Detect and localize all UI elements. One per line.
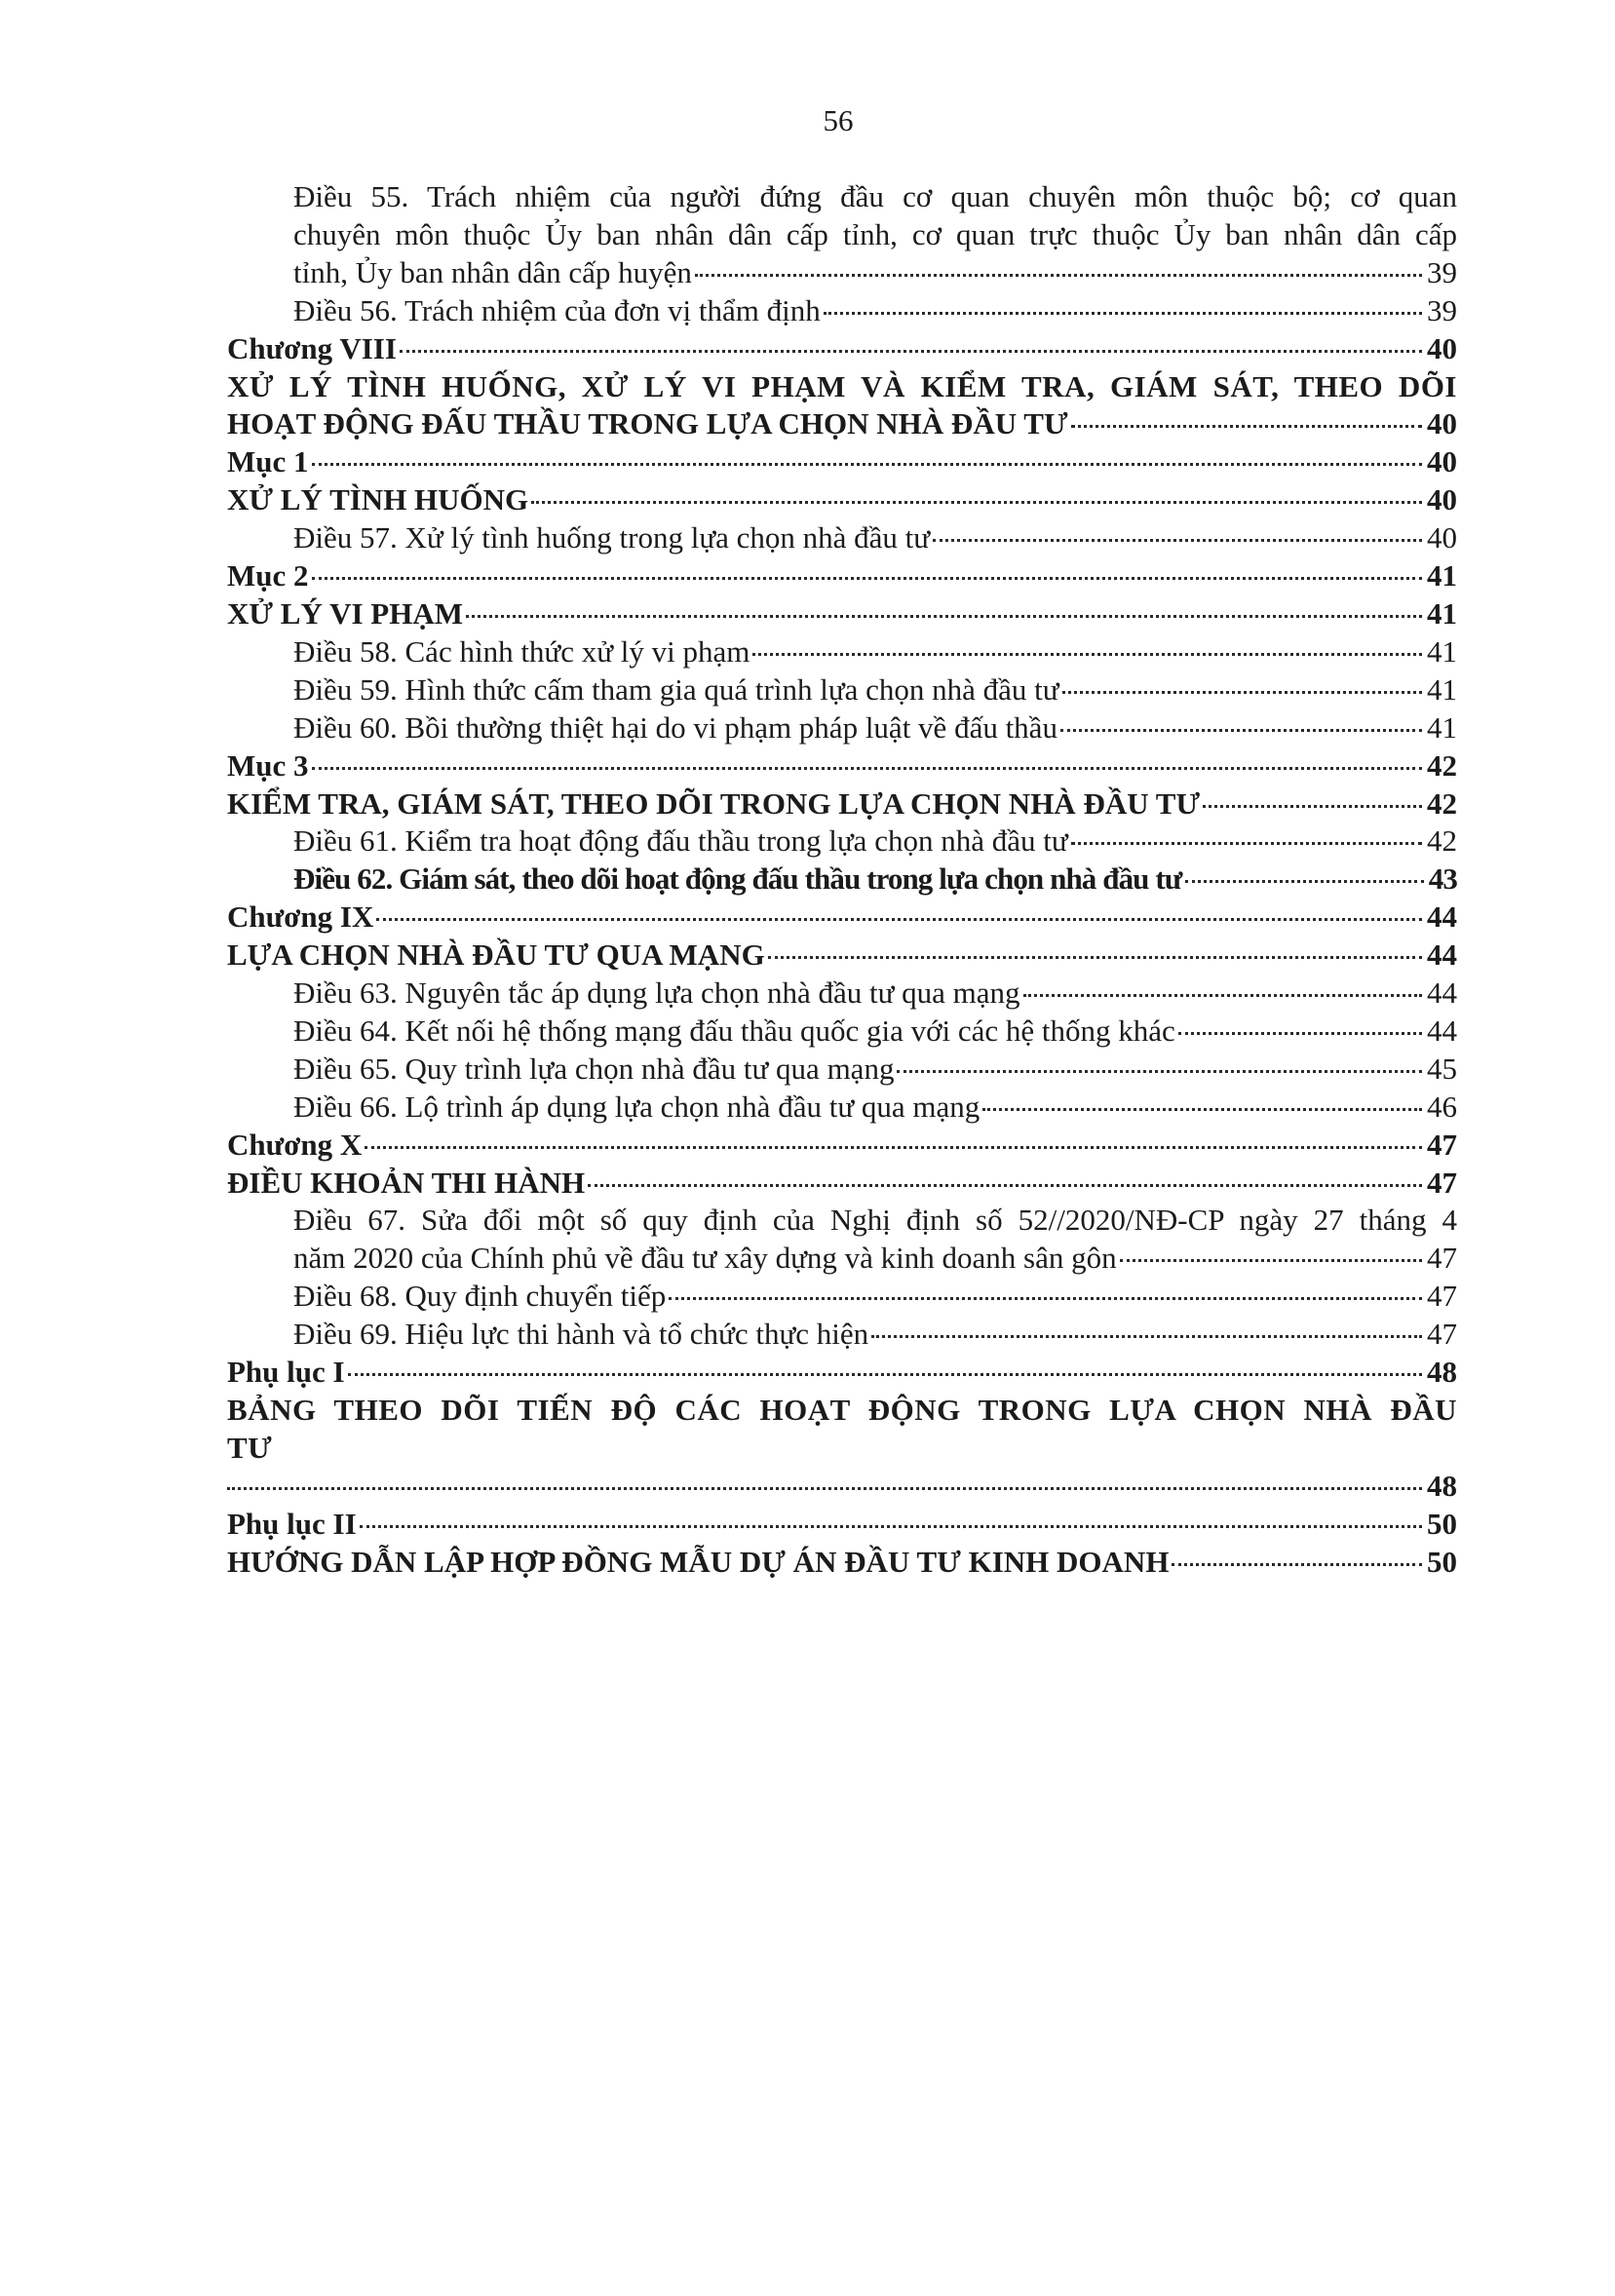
toc-entry-chuong-viii[interactable] [227,330,1457,368]
toc-entry-text: XỬ LÝ VI PHẠM [227,595,463,631]
toc-entry-text-line: Điều 67. Sửa đổi một số quy định của Nghị định số 52//2020/NĐ-CP ngày 27 tháng 4 [293,1203,1457,1238]
toc-entry-muc-2[interactable] [227,557,1457,595]
dot-leader [824,312,1422,315]
toc-entry-phu-luc-ii-title[interactable] [227,1544,1457,1582]
toc-entry-dieu-61[interactable] [227,823,1457,861]
dot-leader [531,501,1422,504]
toc-entry-phu-luc-i[interactable] [227,1354,1457,1392]
dot-leader [348,1373,1422,1376]
toc-entry-chuong-x[interactable] [227,1127,1457,1165]
dot-leader [312,463,1422,466]
dot-leader [1172,1563,1422,1566]
toc-entry-text: Điều 57. Xử lý tình huống trong lựa chọn nhà đầu tư [293,520,931,555]
toc-entry-dieu-62[interactable] [227,861,1457,899]
toc-entry-text: Chương IX [227,899,374,935]
toc-page-number: 44 [1427,1013,1457,1048]
toc-entry-text: Điều 68. Quy định chuyển tiếp [293,1279,667,1314]
dot-leader [1120,1259,1422,1262]
toc-page-number: 47 [1427,1165,1457,1200]
toc-page-number: 39 [1427,254,1457,289]
toc-entry-text: HƯỚNG DẪN LẬP HỢP ĐỒNG MẪU DỰ ÁN ĐẦU TƯ KINH DOANH [227,1544,1170,1579]
toc-page-number: 40 [1427,330,1457,365]
toc-entry-text: Điều 61. Kiểm tra hoạt động đấu thầu trong lựa chọn nhà đầu tư [293,823,1068,859]
toc-entry-text: Chương X [227,1127,363,1162]
toc-entry-text: Điều 63. Nguyên tắc áp dụng lựa chọn nhà đầu tư qua mạng [293,976,1020,1011]
dot-leader [466,615,1422,618]
toc-page-number: 40 [1427,520,1457,555]
dot-leader [588,1184,1422,1187]
toc-entry-text: Điều 60. Bồi thường thiệt hại do vi phạm pháp luật về đấu thầu [293,709,1057,745]
toc-page-number: 41 [1427,633,1457,669]
toc-entry-text: Chương VIII [227,330,397,365]
toc-entry-muc-3-title[interactable] [227,785,1457,823]
toc-entry-chuong-viii-title[interactable] [227,368,1457,444]
dot-leader [360,1525,1422,1528]
toc-page-number: 48 [1427,1355,1457,1390]
toc-entry-dieu-66[interactable] [227,1089,1457,1127]
toc-page-number: 48 [1427,1468,1457,1503]
toc-entry-chuong-ix-title[interactable] [227,937,1457,975]
toc-entry-dieu-64[interactable] [227,1013,1457,1051]
toc-entry-text: Phụ lục II [227,1506,357,1541]
toc-entry-text: Điều 58. Các hình thức xử lý vi phạm [293,633,750,669]
toc-entry-dieu-59[interactable] [227,671,1457,709]
dot-leader [1185,880,1424,883]
toc-page-number: 42 [1427,785,1457,821]
toc-entry-text: Mục 1 [227,444,309,479]
toc-entry-text: HOẠT ĐỘNG ĐẤU THẦU TRONG LỰA CHỌN NHÀ ĐẦU TƯ [227,406,1068,441]
toc-page-number: 44 [1427,938,1457,973]
toc-entry-text: LỰA CHỌN NHÀ ĐẦU TƯ QUA MẠNG [227,938,765,973]
toc-entry-text: XỬ LÝ TÌNH HUỐNG [227,482,529,517]
toc-page-number: 41 [1427,671,1457,707]
toc-entry-text-line: chuyên môn thuộc Ủy ban nhân dân cấp tỉnh, cơ quan trực thuộc Ủy ban nhân dân cấp [293,216,1457,251]
toc-entry-text: ĐIỀU KHOẢN THI HÀNH [227,1165,586,1200]
toc-entry-text: Mục 2 [227,558,309,593]
toc-entry-muc-2-title[interactable] [227,595,1457,633]
toc-entry-muc-1-title[interactable] [227,481,1457,519]
dot-leader [1203,805,1422,808]
toc-page-number: 42 [1427,747,1457,783]
toc-entry-text: Điều 65. Quy trình lựa chọn nhà đầu tư qua mạng [293,1051,895,1086]
toc-page-number: 39 [1427,292,1457,327]
toc-entry-text: Điều 59. Hình thức cấm tham gia quá trình lựa chọn nhà đầu tư [293,671,1059,707]
dot-leader [312,767,1422,770]
toc-entry-text-line: BẢNG THEO DÕI TIẾN ĐỘ CÁC HOẠT ĐỘNG TRONG LỰA CHỌN NHÀ ĐẦU TƯ [227,1393,1457,1465]
table-of-contents [227,178,1457,1582]
toc-entry-dieu-69[interactable] [227,1316,1457,1354]
toc-entry-phu-luc-i-title[interactable] [227,1392,1457,1506]
page-number: 56 [823,103,854,137]
toc-page-number: 41 [1427,595,1457,631]
toc-entry-dieu-65[interactable] [227,1051,1457,1089]
dot-leader [1060,729,1422,732]
dot-leader [1023,994,1422,997]
toc-entry-text-line: Điều 55. Trách nhiệm của người đứng đầu cơ quan chuyên môn thuộc bộ; cơ quan [293,179,1457,213]
toc-entry-text: Điều 56. Trách nhiệm của đơn vị thẩm định [293,292,821,327]
toc-entry-dieu-63[interactable] [227,975,1457,1013]
toc-entry-dieu-55[interactable] [227,178,1457,292]
toc-page-number: 47 [1427,1279,1457,1314]
dot-leader [982,1108,1422,1111]
toc-page-number: 41 [1427,709,1457,745]
toc-page-number: 47 [1427,1317,1457,1352]
toc-entry-dieu-67[interactable] [227,1202,1457,1278]
toc-entry-text: Phụ lục I [227,1355,345,1390]
toc-entry-text: KIỂM TRA, GIÁM SÁT, THEO DÕI TRONG LỰA CHỌN NHÀ ĐẦU TƯ [227,785,1201,821]
toc-entry-dieu-60[interactable] [227,709,1457,747]
toc-page-number: 46 [1427,1089,1457,1124]
toc-entry-text: tỉnh, Ủy ban nhân dân cấp huyện [293,254,692,289]
toc-entry-dieu-68[interactable] [227,1278,1457,1316]
toc-page-number: 40 [1427,444,1457,479]
dot-leader [1071,842,1422,845]
dot-leader [752,653,1422,656]
toc-entry-muc-3[interactable] [227,747,1457,785]
toc-entry-text: năm 2020 của Chính phủ về đầu tư xây dựng và kinh doanh sân gôn [293,1241,1117,1276]
toc-entry-chuong-x-title[interactable] [227,1165,1457,1203]
dot-leader [1178,1032,1422,1035]
toc-page-number: 41 [1427,558,1457,593]
toc-entry-text: Điều 69. Hiệu lực thi hành và tổ chức thực hiện [293,1317,869,1352]
toc-page-number: 42 [1427,823,1457,859]
toc-entry-chuong-ix[interactable] [227,899,1457,937]
dot-leader [768,956,1422,959]
toc-page-number: 47 [1427,1127,1457,1162]
toc-page-number: 50 [1427,1506,1457,1541]
dot-leader [871,1335,1422,1338]
dot-leader [897,1070,1422,1073]
toc-entry-text: Điều 64. Kết nối hệ thống mạng đấu thầu quốc gia với các hệ thống khác [293,1013,1175,1048]
toc-entry-dieu-58[interactable] [227,633,1457,671]
toc-entry-phu-luc-ii[interactable] [227,1506,1457,1544]
toc-entry-text: Điều 66. Lộ trình áp dụng lựa chọn nhà đầu tư qua mạng [293,1089,981,1124]
dot-leader [312,577,1422,580]
toc-entry-text: Mục 3 [227,747,309,783]
dot-leader [1062,691,1422,694]
toc-page-number: 40 [1427,406,1457,441]
toc-entry-text: Điều 62. Giám sát, theo dõi hoạt động đấu thầu trong lựa chọn nhà đầu tư [293,861,1182,897]
toc-page-number: 40 [1427,482,1457,517]
toc-page-number: 44 [1427,899,1457,935]
toc-page-number: 43 [1428,861,1457,897]
dot-leader [376,918,1422,921]
toc-page-number: 45 [1427,1051,1457,1086]
dot-leader [695,274,1422,277]
dot-leader [227,1487,1422,1490]
toc-entry-text-line: XỬ LÝ TÌNH HUỐNG, XỬ LÝ VI PHẠM VÀ KIỂM TRA, GIÁM SÁT, THEO DÕI [227,368,1457,403]
toc-entry-dieu-56[interactable] [227,292,1457,330]
toc-entry-muc-1[interactable] [227,443,1457,481]
toc-page-number: 47 [1427,1241,1457,1276]
dot-leader [400,350,1422,353]
dot-leader [933,539,1422,542]
dot-leader [365,1146,1422,1149]
dot-leader [669,1297,1422,1300]
toc-entry-dieu-57[interactable] [227,519,1457,557]
toc-page-number: 50 [1427,1544,1457,1579]
dot-leader [1071,425,1422,428]
toc-page-number: 44 [1427,976,1457,1011]
